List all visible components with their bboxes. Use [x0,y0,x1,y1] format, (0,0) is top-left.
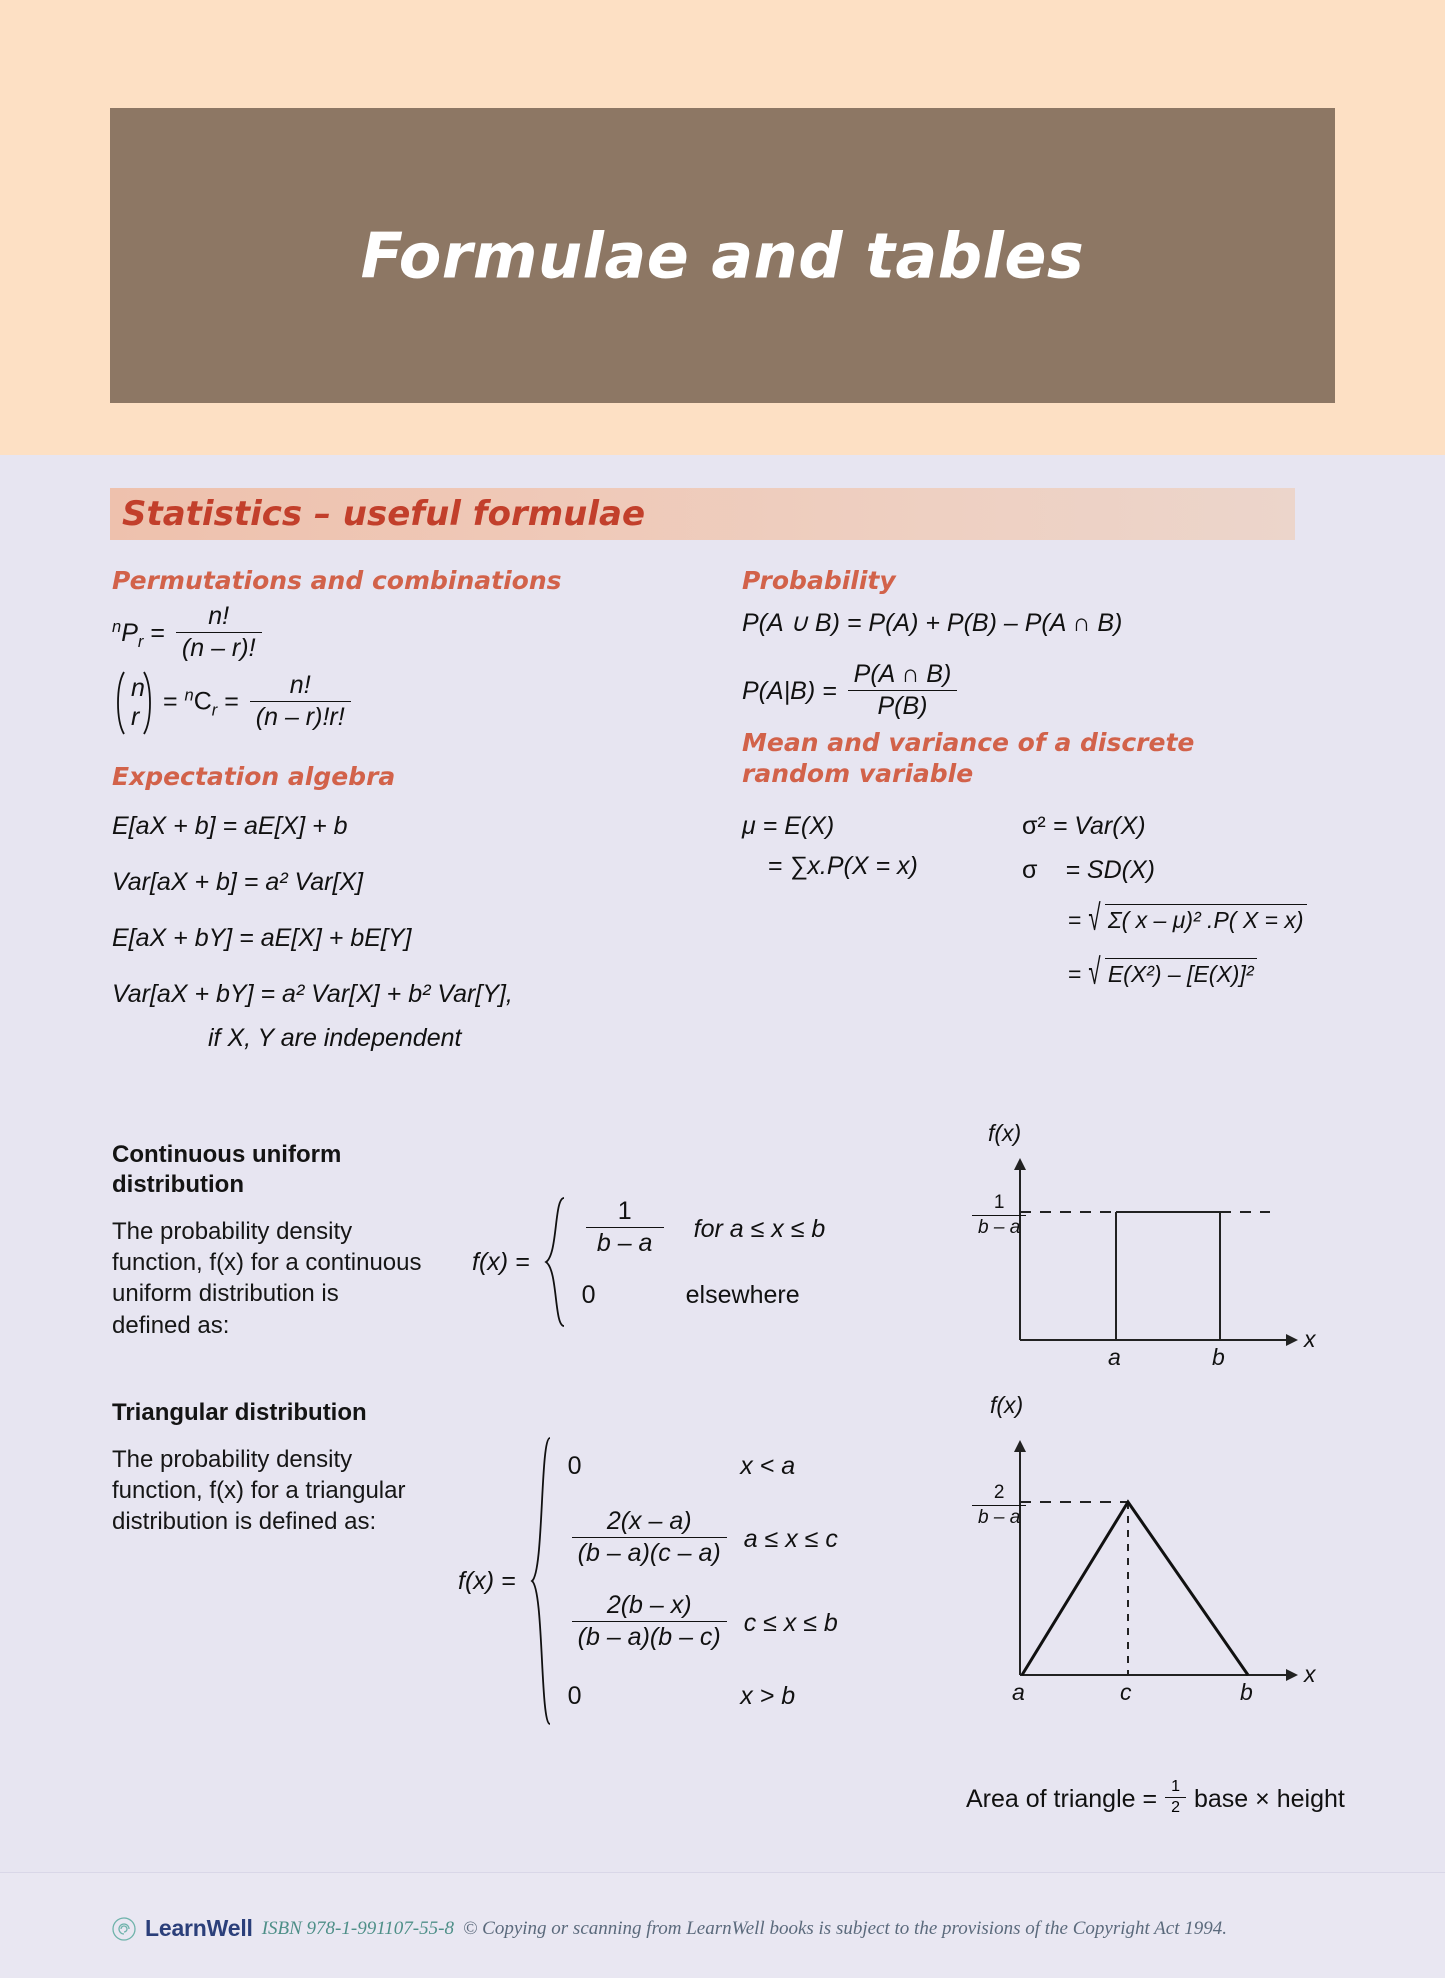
triangular-case3-fraction [572,1591,727,1652]
uniform-chart-height-num: 1 [993,1192,1005,1213]
triangular-body-line-3: distribution is defined as: [112,1508,377,1536]
section-title: Statistics – useful formulae [122,494,645,534]
comb-subscript-r: r [211,701,218,720]
comb-equals-2: = [224,687,239,716]
uniform-chart-height-den: b – a [972,1215,1026,1239]
uniform-chart-x-label: x [1304,1326,1316,1352]
expectation-heading: Expectation algebra [112,762,396,791]
triangular-case2-denominator: (b – a)(c – a) [572,1537,727,1568]
binomial-coefficient [112,668,156,738]
triangular-case-2 [568,1497,851,1581]
uniform-chart-height-label [972,1192,1026,1239]
comb-numerator: n! [289,670,311,699]
expectation-line-1: E[aX + b] = aE[X] + b [112,812,348,840]
footer-copyright: © Copying or scanning from LearnWell books is subject to the provisions of the Copyright Act 1994. [462,1917,1227,1939]
perm-denominator: (n – r)! [176,632,262,663]
mean-expansion [768,852,918,881]
expectation-line-5: if X, Y are independent [208,1024,462,1052]
triangular-case-4 [568,1665,851,1727]
uniform-body-line-3: uniform distribution is [112,1280,339,1308]
sd-definition [1022,856,1155,885]
uniform-case2-condition: elsewhere [685,1280,800,1309]
top-banner [0,0,1445,455]
triangular-cases [568,1435,851,1727]
uniform-case1-condition: for a ≤ x ≤ b [693,1214,826,1243]
triangular-chart-tick-b: b [1240,1679,1253,1705]
expectation-line-2: Var[aX + b] = a² Var[X] [112,868,364,896]
triangular-body-line-2: function, f(x) for a triangular [112,1477,406,1505]
triangular-case3-numerator: 2(b – x) [606,1590,692,1619]
triangular-brace-icon [526,1436,556,1726]
perm-fraction [176,602,262,663]
triangular-chart-y-label: f(x) [990,1392,1024,1418]
uniform-body-line-4: defined as: [112,1311,230,1339]
triangular-body [112,1444,472,1538]
uniform-chart-y-label: f(x) [988,1120,1022,1146]
mean-definition: μ = E(X) [742,812,835,840]
triangular-chart-x-label: x [1304,1661,1316,1687]
sigma-squared-label: σ² [1022,812,1046,840]
triangular-heading: Triangular distribution [112,1399,367,1426]
probability-union-rule: P(A ∪ B) = P(A) + P(B) – P(A ∩ B) [742,609,1123,637]
sd-expansion-2-sqrt [1088,958,1257,988]
probability-heading: Probability [742,566,896,595]
combination-formula [112,668,355,738]
sd-expansion-1-sqrt [1088,904,1307,934]
mean-variance-heading-line1: Mean and variance of a discrete [742,728,1195,757]
permutation-formula [112,604,266,665]
triangular-body-line-1: The probability density [112,1446,353,1473]
binom-top: n [131,674,145,702]
perm-P: P [121,619,138,648]
conditional-numerator: P(A ∩ B) [853,660,952,688]
footer-content [112,1915,1227,1942]
uniform-case2-value: 0 [581,1280,596,1309]
conditional-probability-formula [742,662,961,723]
area-note-prefix: Area of triangle = [966,1785,1158,1813]
uniform-case1-numerator: 1 [617,1196,632,1225]
uniform-body [112,1216,462,1341]
uniform-chart-tick-a: a [1108,1344,1121,1370]
sigma-squared-equals-var: = Var(X) [1052,812,1146,840]
triangular-case-1 [568,1435,851,1497]
expectation-line-3: E[aX + bY] = aE[X] + bE[Y] [112,924,412,952]
triangular-distribution-chart [960,1392,1360,1710]
comb-denominator: (n – r)!r! [250,701,351,732]
triangular-chart-tick-c: c [1120,1679,1132,1705]
triangular-piecewise [458,1435,851,1727]
uniform-case-1 [582,1196,826,1262]
comb-C: C [193,687,212,716]
uniform-heading-line1: Continuous uniform [112,1141,342,1168]
triangular-case-3 [568,1581,851,1665]
triangular-chart-height-num: 2 [993,1482,1005,1503]
uniform-body-line-1: The probability density [112,1218,353,1245]
page-footer [0,1872,1445,1978]
footer-isbn: ISBN 978-1-991107-55-8 [261,1917,454,1939]
mean-variance-heading [742,728,1212,789]
uniform-heading [112,1140,412,1200]
uniform-case1-denominator: b – a [586,1227,664,1258]
uniform-cases [582,1196,826,1328]
uniform-brace-icon [540,1196,570,1328]
comb-equals-1: = [162,687,178,716]
footer-brand: LearnWell [145,1915,253,1941]
binom-bottom: r [131,703,140,731]
title-plate [110,108,1335,403]
permutations-heading: Permutations and combinations [112,566,562,595]
sd-expansion-2-radicand: E(X²) – [E(X)]² [1105,958,1257,988]
conditional-denominator: P(B) [848,690,958,721]
triangular-chart-tick-a: a [1012,1679,1025,1705]
uniform-piecewise-lhs: f(x) = [472,1247,530,1276]
mean-variance-heading-line2: random variable [742,758,974,788]
triangular-chart-height-den: b – a [972,1505,1026,1529]
triangular-case1-value: 0 [567,1451,582,1480]
area-note-fraction-den: 2 [1165,1797,1186,1817]
triangular-case3-denominator: (b – a)(b – c) [572,1621,727,1652]
conditional-fraction [848,660,958,721]
sigma-equals-sd: = SD(X) [1065,856,1155,884]
triangular-case3-condition: c ≤ x ≤ b [743,1608,838,1637]
uniform-case1-fraction [586,1197,664,1258]
comb-superscript-n: n [184,686,194,705]
section-header-band [110,488,1295,540]
triangular-piecewise-lhs: f(x) = [458,1566,516,1595]
area-note-suffix: base × height [1194,1785,1345,1813]
uniform-chart-tick-b: b [1212,1344,1225,1370]
comb-fraction [250,671,351,732]
page-title: Formulae and tables [360,219,1085,292]
triangular-case2-fraction [572,1507,727,1568]
perm-numerator: n! [208,602,230,630]
sd-expansion-2-equals: = [1068,961,1082,987]
area-note-fraction-num: 1 [1171,1778,1180,1795]
uniform-piecewise [472,1196,825,1328]
area-of-triangle-note [966,1780,1345,1819]
uniform-case-2 [582,1262,826,1328]
area-note-fraction [1165,1778,1186,1817]
triangular-case4-condition: x > b [740,1681,796,1710]
variance-definition [1022,812,1146,841]
sd-expansion-1-equals: = [1068,907,1082,933]
expectation-line-4: Var[aX + bY] = a² Var[X] + b² Var[Y], [112,980,513,1008]
conditional-lhs: P(A|B) = [742,677,837,706]
perm-subscript-r: r [137,633,144,652]
uniform-heading-line2: distribution [112,1171,244,1198]
triangular-case2-numerator: 2(x – a) [606,1506,692,1535]
mean-expansion-body: ∑x.P(X = x) [789,852,918,880]
sigma-label: σ [1022,856,1038,884]
mean-expansion-equals: = [768,852,783,880]
learnwell-logo-icon [112,1917,136,1941]
triangular-chart-height-label [972,1482,1026,1529]
triangular-case4-value: 0 [567,1681,582,1710]
uniform-distribution-chart [960,1120,1360,1370]
triangular-case2-condition: a ≤ x ≤ c [743,1524,838,1553]
uniform-body-line-2: function, f(x) for a continuous [112,1249,422,1277]
perm-equals: = [150,619,165,648]
sd-expansion-2 [1068,958,1257,988]
triangular-case1-condition: x < a [740,1451,796,1480]
sd-expansion-1 [1068,904,1307,934]
perm-superscript-n: n [112,617,122,636]
sd-expansion-1-radicand: Σ( x – μ)² .P( X = x) [1105,904,1307,934]
